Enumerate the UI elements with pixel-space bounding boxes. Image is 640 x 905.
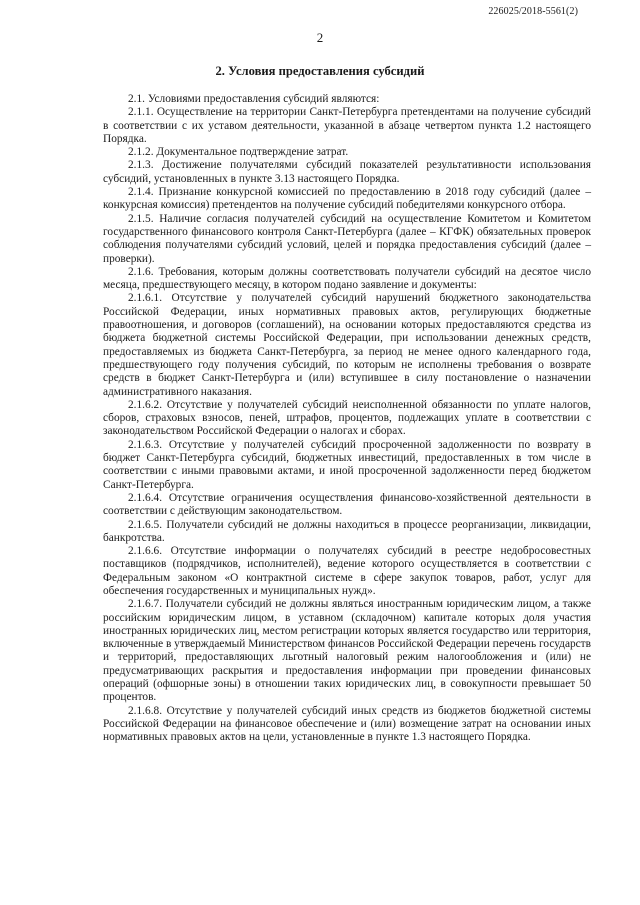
paragraph-2-1-6-2: 2.1.6.2. Отсутствие у получателей субсидий неисполненной обязанности по уплате налогов, сборов, страховых взносов, пеней, штрафов, процентов, подлежащих уплате в соответствии с законодательством Российской Федерации о налогах и сборах.: [103, 398, 591, 438]
paragraph-2-1-6-3: 2.1.6.3. Отсутствие у получателей субсидий просроченной задолженности по возврату в бюджет Санкт-Петербурга субсидий, бюджетных инвестиций, предоставленных в том числе в соответствии с иными правовыми актами, и иной просроченной задолженности перед бюджетом Санкт-Петербурга.: [103, 438, 591, 491]
paragraph-2-1-5: 2.1.5. Наличие согласия получателей субсидий на осуществление Комитетом и Комитетом государственного финансового контроля Санкт-Петербурга (далее – КГФК) обязательных проверок соблюдения получателями субсидий условий, целей и порядка предоставления субсидий (далее – проверки).: [103, 212, 591, 265]
paragraph-2-1-6-4: 2.1.6.4. Отсутствие ограничения осуществления финансово-хозяйственной деятельности в соответствии с действующим законодательством.: [103, 491, 591, 518]
paragraph-2-1-6: 2.1.6. Требования, которым должны соответствовать получатели субсидий на десятое число месяца, предшествующего месяцу, в котором подано заявление и документы:: [103, 265, 591, 292]
document-body: [103, 93, 591, 745]
paragraph-2-1-1: 2.1.1. Осуществление на территории Санкт-Петербурга претендентами на получение субсидий в соответствии с их уставом деятельности, указанной в абзаце четвертом пункта 1.2 настоящего Порядка.: [103, 106, 591, 145]
paragraph-2-1-4: 2.1.4. Признание конкурсной комиссией по предоставлению в 2018 году субсидий (далее – конкурсная комиссия) претендентов на получение субсидий победителями конкурсного отбора.: [103, 186, 591, 212]
document-number: 226025/2018-5561(2): [488, 6, 578, 17]
paragraph-2-1-2: 2.1.2. Документальное подтверждение затрат.: [128, 146, 349, 159]
page-number: 2: [316, 30, 324, 45]
paragraph-2-1-3: 2.1.3. Достижение получателями субсидий показателей результативности использования субсидий, установленных в пункте 3.13 настоящего Порядка.: [103, 159, 591, 185]
paragraph-2-1-6-8: 2.1.6.8. Отсутствие у получателей субсидий иных средств из бюджетов бюджетной системы Российской Федерации на финансовое обеспечение и (или) возмещение затрат на основании иных нормативных правовых актов на цели, установленные в пункте 1.3 настоящего Порядка.: [103, 704, 591, 744]
paragraph-2-1-6-6: 2.1.6.6. Отсутствие информации о получателях субсидий в реестре недобросовестных поставщиков (подрядчиков, исполнителей), ведение которого осуществляется в соответствии с Федеральным законом «О контрактной системе в сфере закупок товаров, работ, услуг для обеспечения государственных и муниципальных нужд».: [103, 545, 591, 597]
section-title: 2. Условия предоставления субсидий: [215, 64, 425, 78]
paragraph-2-1: 2.1. Условиями предоставления субсидий являются:: [128, 93, 380, 105]
paragraph-2-1-6-5: 2.1.6.5. Получатели субсидий не должны находиться в процессе реорганизации, ликвидации, банкротства.: [103, 518, 591, 544]
paragraph-2-1-6-7: 2.1.6.7. Получатели субсидий не должны являться иностранным юридическим лицом, а также российским юридическим лицом, в уставном (складочном) капитале которых доля участия иностранных юридических лиц, местом регистрации которых является государство или территория, включенные в утверждаемый Министерством финансов Российской Федерации перечень государств и территорий, предоставляющих льготный налоговый режим налогообложения и (или) не предусматривающих раскрытия и предоставления информации при проведении финансовых операций (офшорные зоны) в отношении таких юридических лиц, в совокупности превышает 50 процентов.: [103, 598, 591, 704]
paragraph-2-1-6-1: 2.1.6.1. Отсутствие у получателей субсидий нарушений бюджетного законодательства Российской Федерации, иных нормативных правовых актов, регулирующих бюджетные правоотношения, и договоров (соглашений), на основании которых предоставляются средства из бюджета бюджетной системы Российской Федерации, при использовании денежных средств, предоставляемых из бюджета Санкт-Петербурга, за период не менее одного календарного года, предшествующего году получения субсидий, по которым не исполнены требования о возврате средств в бюджет Санкт-Петербурга и (или) вступившее в силу постановление о назначении административного наказания.: [103, 292, 591, 398]
